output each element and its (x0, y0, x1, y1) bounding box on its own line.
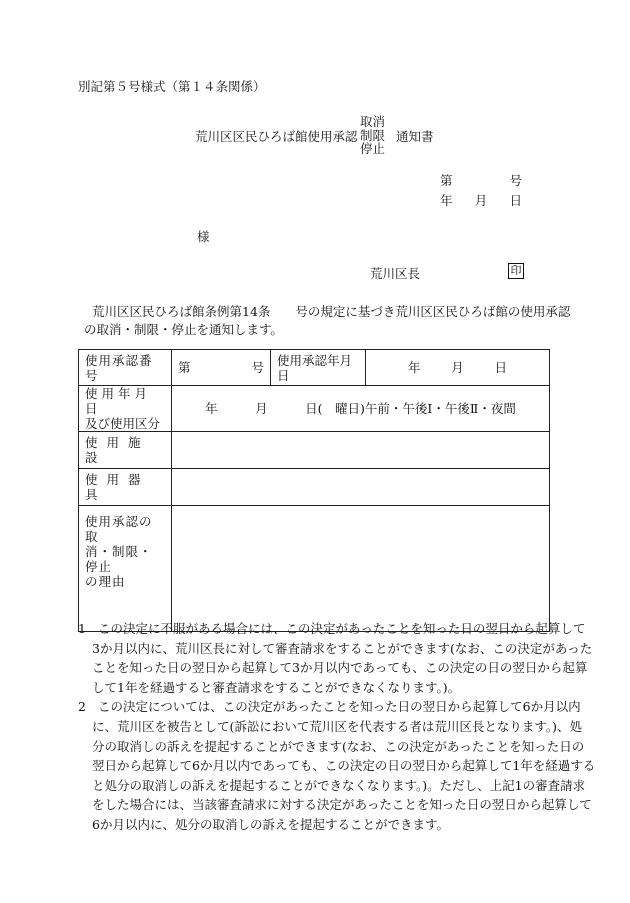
approval-number-prefix: 第 (178, 360, 191, 375)
facility-label: 使用施設 (85, 435, 150, 465)
use-date-label-line-1: 使用年月日 (85, 386, 152, 416)
note-line: 翌日から起算して6か月以内であっても、この決定の日の翌日から起算して1年を経過する (92, 758, 596, 774)
approval-number-label: 使用承認番号 (85, 352, 153, 383)
approval-number-value-cell[interactable] (172, 350, 271, 386)
seal-stamp: 印 (508, 263, 524, 279)
note-line: この決定については、この決定があったことを知った日の翌日から起算して6か月以内 (98, 699, 581, 715)
equipment-label: 使用器具 (85, 472, 150, 502)
note-line: 分の取消しの訴えを提起することができます(なお、この決定があったことを知った日の (92, 738, 585, 754)
use-date-value: 年 月 日( 曜日)午前・午後Ⅰ・午後Ⅱ・夜間 (205, 401, 516, 416)
approval-date-year: 年 (408, 360, 421, 375)
reason-label-line-1: 使用承認の取 (85, 514, 153, 544)
note-item-1 (78, 619, 593, 697)
approval-number-label-cell (79, 350, 172, 386)
approval-date-value-cell[interactable] (366, 350, 550, 386)
reason-label-line-2: 消・制限・停止 (85, 544, 153, 574)
issuer-name: 荒川区長 (370, 266, 421, 281)
form-label: 別記第５号様式（第１４条関係） (78, 79, 266, 94)
approval-date-month: 月 (451, 360, 464, 375)
use-date-label-line-2: 及び使用区分 (85, 416, 161, 431)
reason-value-cell[interactable] (172, 506, 550, 632)
use-date-label-cell (79, 386, 172, 432)
document-title: 荒川区区民ひろば館使用承認 (195, 129, 358, 144)
body-text (84, 303, 570, 339)
date-year: 年 (440, 193, 453, 208)
body-line-2: の取消・制限・停止を通知します。 (84, 322, 284, 337)
facility-value-cell[interactable] (172, 432, 550, 469)
title-action-suspend: 停止 (360, 141, 386, 156)
usage-table (78, 349, 550, 632)
title-action-options (360, 115, 385, 156)
note-line: に、荒川区を被告として(訴訟において荒川区を代表する者は荒川区長となります。)、処 (92, 718, 583, 734)
reason-label-cell (79, 506, 172, 632)
body-line-1: 荒川区区民ひろば館条例第14条 号の規定に基づき荒川区区民ひろば館の使用承認 (92, 304, 571, 319)
approval-date-label: 使用承認年月日 (277, 352, 353, 383)
note-line: この決定に不服がある場合には、この決定があったことを知った日の翌日から起算して (98, 621, 586, 636)
approval-number-suffix: 号 (251, 360, 264, 375)
title-action-cancel: 取消 (360, 114, 386, 129)
use-date-value-cell[interactable] (172, 386, 550, 432)
note-line: をした場合には、当該審査請求に対する決定があったことを知った日の翌日から起算して (92, 797, 592, 813)
title-suffix: 通知書 (396, 129, 434, 144)
note-number: 1 (78, 621, 86, 636)
note-number: 2 (78, 699, 86, 715)
approval-date-label-cell (271, 350, 366, 386)
note-line: ことを知った日の翌日から起算して3か月以内であっても、この決定の日の翌日から起算 (92, 660, 588, 676)
date-month: 月 (474, 193, 488, 208)
note-line: と処分の取消しの訴えを提起することができなくなります。)。ただし、上記1の審査請求 (92, 777, 586, 793)
recipient-honorific: 様 (197, 229, 210, 244)
document-number (440, 173, 522, 188)
notes-section (78, 619, 596, 835)
facility-label-cell (79, 432, 172, 469)
number-prefix: 第 (440, 173, 453, 188)
number-suffix: 号 (509, 173, 522, 188)
equipment-value-cell[interactable] (172, 469, 550, 506)
approval-date-day: 日 (494, 360, 507, 375)
reason-label-line-3: の理由 (85, 574, 126, 589)
note-line: 6か月以内に、処分の取消しの訴えを提起することができます。 (92, 816, 449, 832)
note-item-2 (78, 697, 596, 834)
note-line: 3か月以内に、荒川区長に対して審査請求をすることができます(なお、この決定があった (92, 640, 593, 656)
note-line: して1年を経過すると審査請求をすることができなくなります。)。 (92, 679, 461, 695)
document-date (440, 193, 522, 208)
equipment-label-cell (79, 469, 172, 506)
title-action-restrict: 制限 (360, 127, 386, 143)
date-day: 日 (509, 193, 522, 208)
